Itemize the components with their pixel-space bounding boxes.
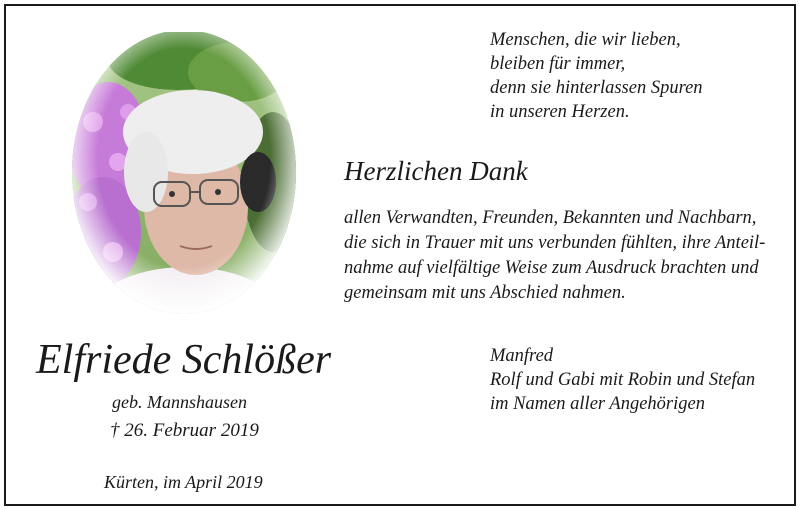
thanks-line: die sich in Trauer mit uns verbunden fühlten, ihre Anteil- [344, 233, 766, 253]
thanks-line: gemeinsam mit uns Abschied nahmen. [344, 283, 626, 303]
portrait-image [68, 32, 300, 322]
birth-name: geb. Mannshausen [112, 392, 247, 412]
obituary-card [4, 4, 796, 506]
memorial-quote [490, 28, 703, 124]
quote-line: in unseren Herzen. [490, 102, 630, 122]
signer-line: Manfred [490, 346, 554, 366]
signer-line: im Namen aller Angehörigen [490, 394, 705, 414]
thanks-line: allen Verwandten, Freunden, Bekannten und Nachbarn, [344, 208, 757, 228]
thanks-text [344, 206, 765, 306]
quote-line: Menschen, die wir lieben, [490, 30, 681, 50]
thanks-heading: Herzlichen Dank [344, 156, 528, 186]
place-date: Kürten, im April 2019 [104, 472, 263, 492]
death-date: † 26. Februar 2019 [110, 420, 259, 441]
deceased-name: Elfriede Schlößer [36, 337, 332, 383]
quote-line: bleiben für immer, [490, 54, 626, 74]
signer-line: Rolf und Gabi mit Robin und Stefan [490, 370, 756, 390]
signers [490, 344, 755, 416]
portrait-photo [68, 32, 300, 322]
quote-line: denn sie hinterlassen Spuren [490, 78, 703, 98]
thanks-line: nahme auf vielfältige Weise zum Ausdruck brachten und [344, 258, 759, 278]
